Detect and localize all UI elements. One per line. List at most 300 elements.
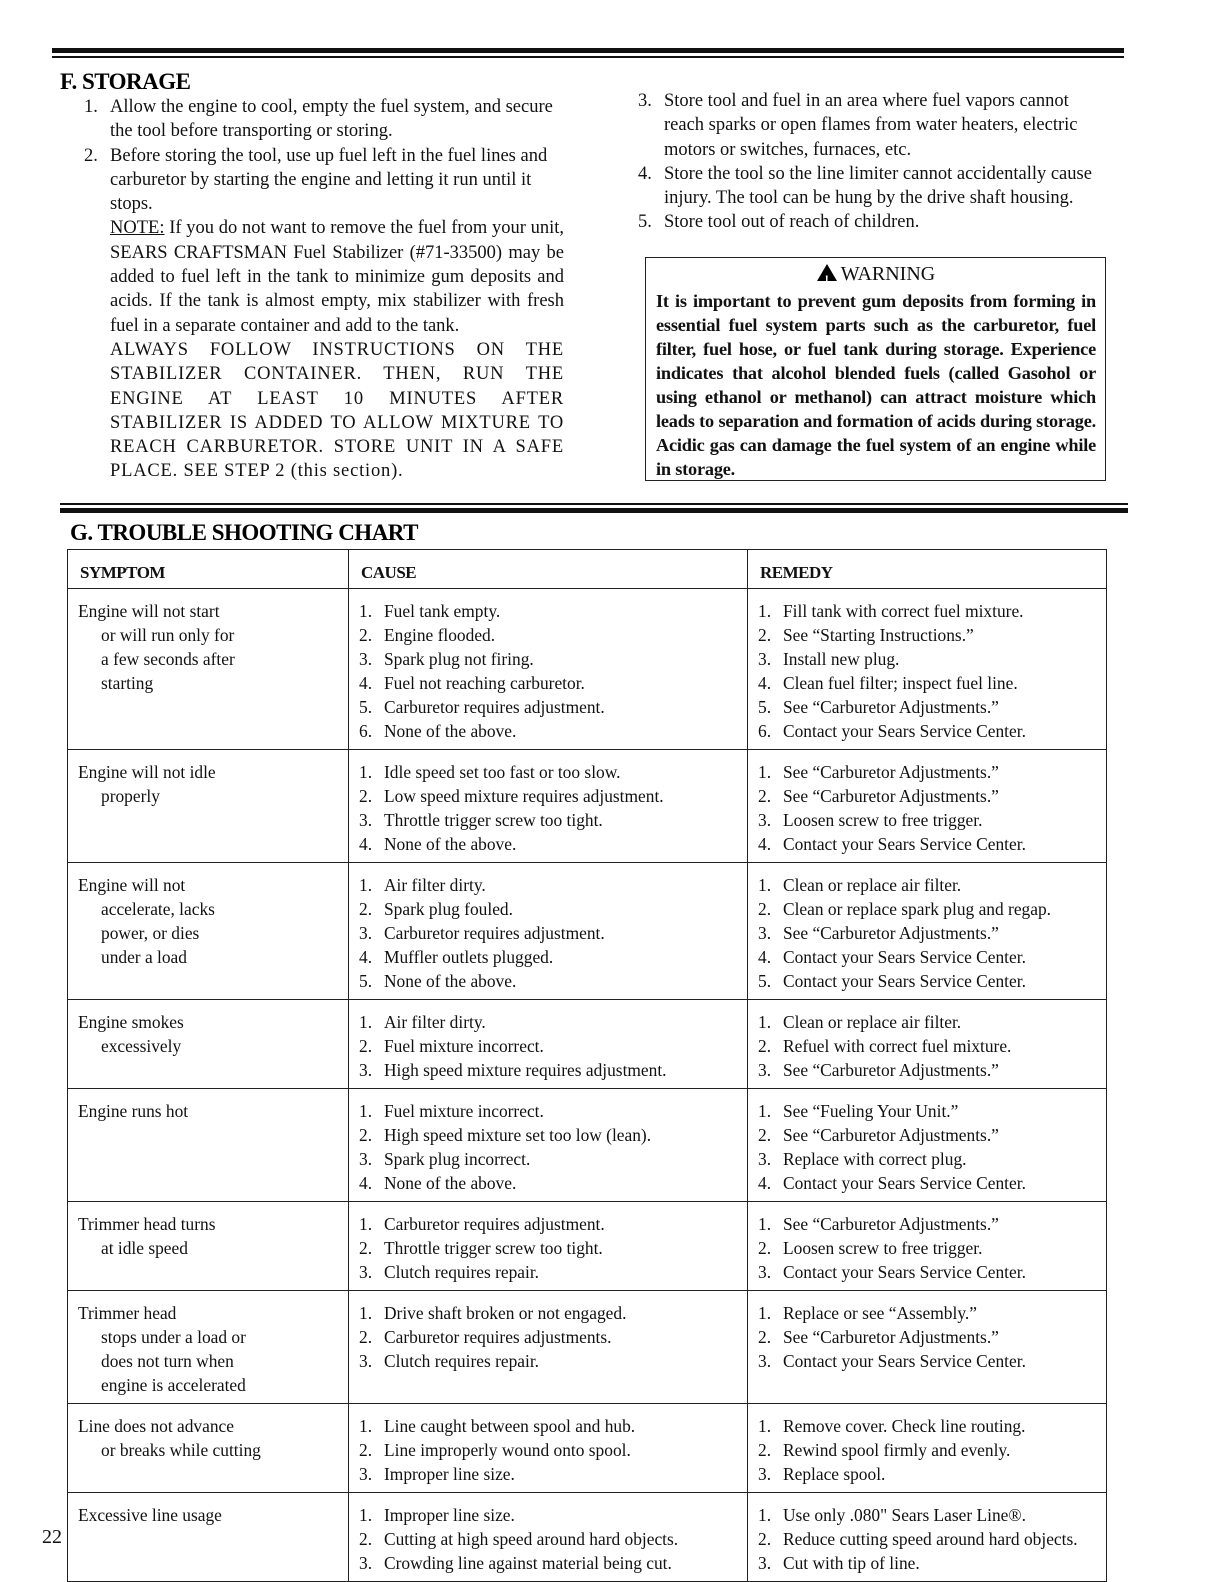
remedy-item (758, 671, 1098, 695)
table-header-row (68, 550, 1107, 589)
cause-number: 3. (359, 810, 373, 830)
cause-number: 1. (359, 1505, 373, 1525)
cause-item (359, 1462, 739, 1486)
cause-item (359, 945, 739, 969)
cause-text: None of the above. (384, 1173, 517, 1193)
remedy-number: 3. (758, 1262, 772, 1282)
cause-item (359, 719, 739, 743)
cause-number: 2. (359, 1440, 373, 1460)
remedy-item (758, 1123, 1098, 1147)
symptom-line: Trimmer head turns (78, 1214, 216, 1234)
cause-text: None of the above. (384, 971, 517, 991)
remedy-number: 3. (758, 810, 772, 830)
remedy-number: 1. (758, 1012, 772, 1032)
cause-item (359, 671, 739, 695)
remedy-list (758, 1301, 1098, 1373)
cause-text: Improper line size. (384, 1464, 515, 1484)
cause-text: Line improperly wound onto spool. (384, 1440, 631, 1460)
cause-item (359, 897, 739, 921)
remedy-item (758, 1212, 1098, 1236)
note-caps: ALWAYS FOLLOW INSTRUCTIONS ON THE STABILIZER CONTAINER. THEN, RUN THE ENGINE AT LEAST 10 MINUTES AFTER STABILIZER IS ADDED TO ALLOW MIXTURE TO REACH CARBURETOR. STORE UNIT IN A SAFE PLACE. SEE STEP 2 (this section). (110, 339, 564, 482)
page-number: 22 (42, 1526, 62, 1548)
remedy-number: 5. (758, 971, 772, 991)
remedy-text: See “Starting Instructions.” (783, 625, 974, 645)
remedy-item (758, 1260, 1098, 1284)
symptom-line: Engine will not idle (78, 762, 216, 782)
symptom-line: at idle speed (101, 1238, 188, 1258)
remedy-number: 3. (758, 1060, 772, 1080)
remedy-number: 1. (758, 1505, 772, 1525)
symptom-line: Engine will not start (78, 601, 220, 621)
remedy-cell (748, 1493, 1107, 1582)
symptom-line: starting (101, 673, 154, 693)
cause-text: Carburetor requires adjustment. (384, 1214, 605, 1234)
remedy-item (758, 599, 1098, 623)
symptom-line: properly (101, 786, 160, 806)
remedy-text: See “Carburetor Adjustments.” (783, 1214, 999, 1234)
cause-cell (349, 1493, 748, 1582)
remedy-number: 6. (758, 721, 772, 741)
storage-item-number: 1. (84, 97, 98, 117)
cause-text: Air filter dirty. (384, 1012, 486, 1032)
cause-number: 1. (359, 601, 373, 621)
cause-number: 1. (359, 1012, 373, 1032)
remedy-item (758, 1527, 1098, 1551)
cause-list (359, 1212, 739, 1284)
cause-text: None of the above. (384, 721, 517, 741)
symptom-line: engine is accelerated (101, 1375, 246, 1395)
cause-item (359, 1212, 739, 1236)
remedy-cell (748, 589, 1107, 750)
remedy-number: 3. (758, 1553, 772, 1573)
symptom-line: or breaks while cutting (101, 1440, 261, 1460)
remedy-number: 3. (758, 649, 772, 669)
cause-number: 6. (359, 721, 373, 741)
table-row (68, 589, 1107, 750)
cause-text: Carburetor requires adjustment. (384, 923, 605, 943)
cause-number: 3. (359, 1149, 373, 1169)
remedy-text: Loosen screw to free trigger. (783, 1238, 983, 1258)
remedy-number: 1. (758, 1214, 772, 1234)
cause-text: Crowding line against material being cut. (384, 1553, 672, 1573)
cause-text: Idle speed set too fast or too slow. (384, 762, 621, 782)
remedy-text: See “Carburetor Adjustments.” (783, 923, 999, 943)
cause-text: Carburetor requires adjustments. (384, 1327, 612, 1347)
remedy-item (758, 623, 1098, 647)
cause-item (359, 760, 739, 784)
cause-number: 1. (359, 1416, 373, 1436)
cause-item (359, 1034, 739, 1058)
cause-number: 1. (359, 875, 373, 895)
cause-text: Muffler outlets plugged. (384, 947, 554, 967)
cause-number: 4. (359, 834, 373, 854)
remedy-text: Contact your Sears Service Center. (783, 721, 1026, 741)
cause-text: Fuel not reaching carburetor. (384, 673, 585, 693)
storage-left-column (84, 95, 564, 484)
remedy-text: See “Carburetor Adjustments.” (783, 1060, 999, 1080)
warning-triangle-icon: ! (817, 264, 837, 281)
remedy-number: 1. (758, 1416, 772, 1436)
remedy-list (758, 760, 1098, 856)
note-text: If you do not want to remove the fuel from your unit, SEARS CRAFTSMAN Fuel Stabilizer (#71-33500) may be added to fuel left in the tank to minimize gum deposits and acids. If the tank is almost empty, mix stabilizer with fresh fuel in a separate container and add to the tank. (110, 218, 565, 336)
remedy-text: Contact your Sears Service Center. (783, 1173, 1026, 1193)
cause-item (359, 1010, 739, 1034)
remedy-cell (748, 1404, 1107, 1493)
table-row (68, 1000, 1107, 1089)
cause-text: Drive shaft broken or not engaged. (384, 1303, 627, 1323)
remedy-text: Contact your Sears Service Center. (783, 834, 1026, 854)
remedy-number: 4. (758, 947, 772, 967)
cause-list (359, 1503, 739, 1575)
remedy-text: See “Carburetor Adjustments.” (783, 1327, 999, 1347)
cause-item (359, 832, 739, 856)
remedy-item (758, 1325, 1098, 1349)
cause-number: 4. (359, 1173, 373, 1193)
remedy-text: Clean or replace air filter. (783, 1012, 962, 1032)
symptom-line: under a load (101, 947, 187, 967)
cause-text: Throttle trigger screw too tight. (384, 1238, 603, 1258)
cause-number: 4. (359, 673, 373, 693)
warning-title-row (656, 261, 1096, 287)
cause-cell (349, 1291, 748, 1404)
cause-item (359, 1301, 739, 1325)
remedy-item (758, 921, 1098, 945)
remedy-item (758, 873, 1098, 897)
remedy-list (758, 1099, 1098, 1195)
cause-number: 3. (359, 1464, 373, 1484)
symptom-cell (68, 1202, 349, 1291)
cause-text: Line caught between spool and hub. (384, 1416, 636, 1436)
cause-text: Fuel mixture incorrect. (384, 1101, 544, 1121)
remedy-item (758, 1010, 1098, 1034)
cause-text: Spark plug not firing. (384, 649, 534, 669)
cause-item (359, 1058, 739, 1082)
cause-item (359, 1349, 739, 1373)
table-body (68, 589, 1107, 1582)
cause-number: 1. (359, 1214, 373, 1234)
cause-text: Cutting at high speed around hard objects. (384, 1529, 679, 1549)
cause-list (359, 1010, 739, 1082)
warning-box (645, 257, 1106, 481)
storage-item-text: Allow the engine to cool, empty the fuel system, and secure the tool before transporting or storing. (110, 97, 553, 142)
remedy-number: 4. (758, 1173, 772, 1193)
remedy-text: Contact your Sears Service Center. (783, 1351, 1026, 1371)
cause-item (359, 1171, 739, 1195)
remedy-text: Refuel with correct fuel mixture. (783, 1036, 1012, 1056)
remedy-number: 1. (758, 1303, 772, 1323)
remedy-text: Contact your Sears Service Center. (783, 947, 1026, 967)
remedy-number: 2. (758, 899, 772, 919)
cause-cell (349, 589, 748, 750)
remedy-list (758, 873, 1098, 993)
remedy-number: 2. (758, 625, 772, 645)
remedy-text: See “Carburetor Adjustments.” (783, 762, 999, 782)
cause-item (359, 1551, 739, 1575)
remedy-header: REMEDY (748, 550, 1107, 589)
symptom-header: SYMPTOM (68, 550, 349, 589)
storage-item-number: 5. (638, 212, 652, 233)
remedy-item (758, 897, 1098, 921)
table-row (68, 750, 1107, 863)
symptom-line: excessively (101, 1036, 182, 1056)
remedy-item (758, 1058, 1098, 1082)
remedy-text: Replace with correct plug. (783, 1149, 967, 1169)
remedy-text: Loosen screw to free trigger. (783, 810, 983, 830)
remedy-text: Fill tank with correct fuel mixture. (783, 601, 1024, 621)
cause-number: 2. (359, 1125, 373, 1145)
cause-text: High speed mixture requires adjustment. (384, 1060, 667, 1080)
symptom-line: stops under a load or (101, 1327, 246, 1347)
symptom-line: power, or dies (101, 923, 200, 943)
storage-item-text: Store tool and fuel in an area where fuel vapors cannot reach sparks or open flames from water heaters, electric motors or switches, furnaces, etc. (664, 91, 1078, 160)
cause-item (359, 921, 739, 945)
remedy-item (758, 1349, 1098, 1373)
cause-number: 2. (359, 1327, 373, 1347)
cause-item (359, 1147, 739, 1171)
cause-text: Spark plug fouled. (384, 899, 513, 919)
remedy-text: Replace spool. (783, 1464, 886, 1484)
storage-item (638, 162, 1113, 211)
remedy-item (758, 1438, 1098, 1462)
trouble-shooting-table (67, 549, 1107, 1582)
cause-item (359, 873, 739, 897)
symptom-line: does not turn when (101, 1351, 234, 1371)
storage-note (84, 216, 564, 337)
cause-text: Carburetor requires adjustment. (384, 697, 605, 717)
cause-item (359, 599, 739, 623)
storage-item-number: 4. (638, 163, 652, 184)
remedy-text: Rewind spool firmly and evenly. (783, 1440, 1011, 1460)
remedy-item (758, 760, 1098, 784)
remedy-item (758, 969, 1098, 993)
cause-number: 2. (359, 786, 373, 806)
remedy-list (758, 1212, 1098, 1284)
cause-item (359, 1099, 739, 1123)
middle-rule-thin (60, 503, 1128, 505)
remedy-text: See “Carburetor Adjustments.” (783, 786, 999, 806)
cause-cell (349, 863, 748, 1000)
cause-number: 3. (359, 1262, 373, 1282)
storage-heading: F. STORAGE (60, 69, 191, 94)
cause-cell (349, 1000, 748, 1089)
trouble-heading: G. TROUBLE SHOOTING CHART (70, 520, 418, 545)
cause-text: Fuel mixture incorrect. (384, 1036, 544, 1056)
storage-item (84, 95, 564, 144)
symptom-cell (68, 1089, 349, 1202)
cause-number: 5. (359, 697, 373, 717)
table-row (68, 1202, 1107, 1291)
remedy-text: See “Carburetor Adjustments.” (783, 697, 999, 717)
symptom-line: or will run only for (101, 625, 235, 645)
cause-text: Low speed mixture requires adjustment. (384, 786, 664, 806)
storage-item-number: 3. (638, 91, 652, 111)
remedy-item (758, 1551, 1098, 1575)
remedy-item (758, 1503, 1098, 1527)
cause-header: CAUSE (349, 550, 748, 589)
remedy-item (758, 695, 1098, 719)
cause-item (359, 1414, 739, 1438)
cause-text: High speed mixture set too low (lean). (384, 1125, 652, 1145)
cause-cell (349, 1202, 748, 1291)
remedy-list (758, 599, 1098, 743)
cause-list (359, 1099, 739, 1195)
symptom-cell (68, 1493, 349, 1582)
middle-rule-thick (60, 508, 1128, 513)
remedy-number: 2. (758, 1238, 772, 1258)
remedy-number: 3. (758, 1149, 772, 1169)
remedy-item (758, 1462, 1098, 1486)
remedy-text: Replace or see “Assembly.” (783, 1303, 977, 1323)
remedy-item (758, 1099, 1098, 1123)
symptom-cell (68, 1000, 349, 1089)
storage-item-text: Before storing the tool, use up fuel left in the fuel lines and carburetor by starting the engine and letting it run until it stops. (110, 145, 548, 215)
cause-item (359, 1438, 739, 1462)
symptom-cell (68, 589, 349, 750)
cause-item (359, 1527, 739, 1551)
cause-number: 1. (359, 1303, 373, 1323)
cause-number: 2. (359, 1238, 373, 1258)
cause-number: 3. (359, 1553, 373, 1573)
cause-item (359, 647, 739, 671)
top-rule-thick (52, 48, 1124, 53)
remedy-item (758, 1301, 1098, 1325)
table-row (68, 1089, 1107, 1202)
symptom-cell (68, 863, 349, 1000)
remedy-item (758, 832, 1098, 856)
symptom-cell (68, 1404, 349, 1493)
storage-item (638, 210, 1113, 234)
cause-number: 3. (359, 1351, 373, 1371)
remedy-number: 5. (758, 697, 772, 717)
remedy-item (758, 808, 1098, 832)
cause-text: Clutch requires repair. (384, 1262, 540, 1282)
symptom-line: a few seconds after (101, 649, 235, 669)
remedy-number: 2. (758, 786, 772, 806)
cause-text: Improper line size. (384, 1505, 515, 1525)
cause-number: 5. (359, 971, 373, 991)
remedy-text: Install new plug. (783, 649, 900, 669)
table-row (68, 863, 1107, 1000)
table-row (68, 1291, 1107, 1404)
remedy-list (758, 1414, 1098, 1486)
cause-text: Spark plug incorrect. (384, 1149, 531, 1169)
remedy-text: Remove cover. Check line routing. (783, 1416, 1026, 1436)
note-label: NOTE: (110, 218, 165, 239)
cause-cell (349, 1404, 748, 1493)
remedy-number: 1. (758, 601, 772, 621)
remedy-text: Clean or replace spark plug and regap. (783, 899, 1051, 919)
cause-list (359, 873, 739, 993)
cause-item (359, 1123, 739, 1147)
remedy-item (758, 1034, 1098, 1058)
remedy-number: 2. (758, 1440, 772, 1460)
remedy-list (758, 1503, 1098, 1575)
cause-list (359, 760, 739, 856)
remedy-number: 2. (758, 1327, 772, 1347)
cause-item (359, 695, 739, 719)
cause-text: Throttle trigger screw too tight. (384, 810, 603, 830)
cause-text: Clutch requires repair. (384, 1351, 540, 1371)
cause-text: None of the above. (384, 834, 517, 854)
storage-item-text: Store tool out of reach of children. (664, 212, 920, 233)
remedy-text: Reduce cutting speed around hard objects. (783, 1529, 1078, 1549)
remedy-item (758, 719, 1098, 743)
remedy-number: 2. (758, 1036, 772, 1056)
remedy-number: 1. (758, 1101, 772, 1121)
remedy-number: 2. (758, 1529, 772, 1549)
cause-cell (349, 1089, 748, 1202)
cause-text: Engine flooded. (384, 625, 496, 645)
cause-number: 2. (359, 625, 373, 645)
symptom-line: Engine runs hot (78, 1101, 189, 1121)
remedy-text: Cut with tip of line. (783, 1553, 920, 1573)
cause-number: 2. (359, 899, 373, 919)
remedy-number: 1. (758, 875, 772, 895)
table-row (68, 1493, 1107, 1582)
cause-item (359, 1236, 739, 1260)
storage-item (638, 89, 1113, 162)
remedy-list (758, 1010, 1098, 1082)
storage-right-list (638, 89, 1113, 235)
symptom-cell (68, 1291, 349, 1404)
remedy-number: 3. (758, 1464, 772, 1484)
remedy-text: Contact your Sears Service Center. (783, 971, 1026, 991)
symptom-line: Engine will not (78, 875, 186, 895)
remedy-item (758, 945, 1098, 969)
cause-list (359, 1301, 739, 1373)
cause-number: 3. (359, 923, 373, 943)
storage-item (84, 144, 564, 217)
cause-number: 2. (359, 1036, 373, 1056)
remedy-text: Use only .080" Sears Laser Line®. (783, 1505, 1026, 1525)
cause-item (359, 784, 739, 808)
remedy-cell (748, 863, 1107, 1000)
cause-number: 1. (359, 762, 373, 782)
warning-text: It is important to prevent gum deposits from forming in essential fuel system parts such as the carburetor, fuel filter, fuel hose, or fuel tank during storage. Experience indicates that alcohol blended fuels (called Gasohol or using ethanol or methanol) can attract moisture which leads to separation and formation of acids during storage. Acidic gas can damage the fuel system of an engine while in storage. (656, 291, 1096, 479)
cause-number: 4. (359, 947, 373, 967)
warning-title: WARNING (840, 263, 936, 285)
cause-item (359, 969, 739, 993)
symptom-line: Line does not advance (78, 1416, 234, 1436)
remedy-cell (748, 1089, 1107, 1202)
remedy-text: Clean fuel filter; inspect fuel line. (783, 673, 1018, 693)
cause-text: Air filter dirty. (384, 875, 486, 895)
remedy-cell (748, 750, 1107, 863)
cause-number: 3. (359, 1060, 373, 1080)
cause-item (359, 623, 739, 647)
cause-cell (349, 750, 748, 863)
cause-item (359, 1260, 739, 1284)
remedy-number: 3. (758, 1351, 772, 1371)
top-rule-thin (52, 56, 1124, 58)
remedy-number: 4. (758, 834, 772, 854)
storage-right-column (638, 89, 1113, 235)
remedy-text: See “Carburetor Adjustments.” (783, 1125, 999, 1145)
remedy-number: 3. (758, 923, 772, 943)
cause-item (359, 808, 739, 832)
remedy-cell (748, 1202, 1107, 1291)
remedy-text: Clean or replace air filter. (783, 875, 962, 895)
remedy-item (758, 1147, 1098, 1171)
remedy-cell (748, 1291, 1107, 1404)
remedy-text: See “Fueling Your Unit.” (783, 1101, 959, 1121)
symptom-line: accelerate, lacks (101, 899, 215, 919)
remedy-item (758, 1236, 1098, 1260)
storage-left-list (84, 95, 564, 216)
remedy-item (758, 784, 1098, 808)
cause-item (359, 1325, 739, 1349)
remedy-text: Contact your Sears Service Center. (783, 1262, 1026, 1282)
